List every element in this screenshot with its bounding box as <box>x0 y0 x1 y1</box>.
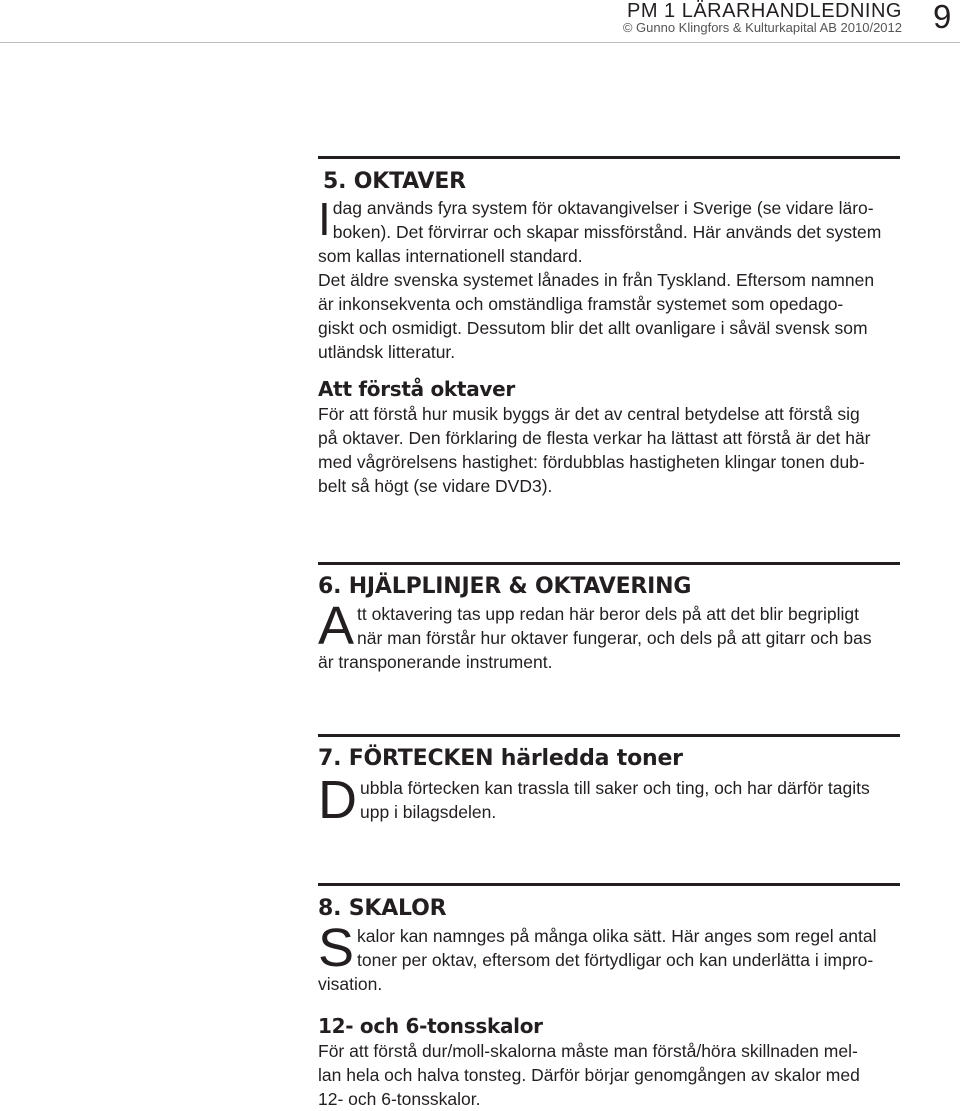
section-heading: 7. FÖRTECKEN härledda toner <box>318 746 683 771</box>
drop-cap: D <box>318 770 357 830</box>
drop-cap: A <box>318 596 355 656</box>
section-rule <box>318 562 900 565</box>
section-paragraph <box>318 402 900 498</box>
text-line: lan hela och halva tonsteg. Därför börjar genomgången av skalor med <box>318 1065 860 1085</box>
section-heading: 5. OKTAVER <box>323 169 466 194</box>
text-line: upp i bilagsdelen. <box>360 802 497 822</box>
section-rule <box>318 883 900 886</box>
text-line: som kallas internationell standard. <box>318 246 583 266</box>
text-line: ubbla förtecken kan trassla till saker och ting, och har därför tagits <box>360 778 870 798</box>
text-line: boken). Det förvirrar och skapar missförstånd. Här används det system <box>332 222 882 242</box>
drop-cap: S <box>318 918 355 978</box>
text-line: är inkonsekventa och omständliga framstår systemet som opedago- <box>318 294 844 314</box>
text-line: dag används fyra system för oktavangivelser i Sverige (se vidare läro- <box>332 198 874 218</box>
section-fortecken <box>318 734 900 830</box>
text-line: giskt och osmidigt. Dessutom blir det allt ovanligare i såväl svensk som <box>318 318 868 338</box>
sub-heading: Att förstå oktaver <box>318 377 515 401</box>
section-hjalplinjer <box>318 562 900 674</box>
header-divider <box>0 42 960 43</box>
drop-cap: I <box>318 193 331 245</box>
section-heading: 6. HJÄLPLINJER & OKTAVERING <box>318 574 692 599</box>
section-paragraph <box>318 596 900 674</box>
header-title: PM 1 LÄRARHANDLEDNING <box>626 0 902 22</box>
section-paragraph <box>318 268 900 364</box>
page-number: 9 <box>933 0 952 35</box>
text-line: Det äldre svenska systemet lånades in från Tyskland. Eftersom namnen <box>318 270 875 290</box>
text-line: med vågrörelsens hastighet: fördubblas hastigheten klingar tonen dub- <box>318 452 865 472</box>
page-header <box>0 0 960 44</box>
text-line: kalor kan namnges på många olika sätt. Här anges som regel antal <box>357 926 877 946</box>
section-paragraph <box>318 1039 900 1111</box>
section-paragraph <box>318 918 900 996</box>
section-rule <box>318 734 900 737</box>
text-line: tt oktavering tas upp redan här beror dels på att det blir begripligt <box>357 604 859 624</box>
text-line: är transponerande instrument. <box>318 652 553 672</box>
text-line: toner per oktav, eftersom det förtydligar och kan underlätta i impro- <box>357 950 874 970</box>
section-oktaver <box>318 156 900 498</box>
text-line: på oktaver. Den förklaring de flesta verkar ha lättast att förstå är det här <box>318 428 871 448</box>
text-line: visation. <box>318 974 383 994</box>
section-heading: 8. SKALOR <box>318 896 447 921</box>
text-line: För att förstå hur musik byggs är det av central betydelse att förstå sig <box>318 404 860 424</box>
text-line: utländsk litteratur. <box>318 342 456 362</box>
text-line: när man förstår hur oktaver fungerar, och dels på att gitarr och bas <box>357 628 872 648</box>
text-line: belt så högt (se vidare DVD3). <box>318 476 553 496</box>
section-rule <box>318 156 900 159</box>
header-copyright: © Gunno Klingfors & Kulturkapital AB 2010/2012 <box>622 20 902 35</box>
section-paragraph <box>318 193 900 268</box>
section-paragraph <box>318 770 900 830</box>
sub-heading: 12- och 6-tonsskalor <box>318 1014 543 1038</box>
text-line: 12- och 6-tonsskalor. <box>318 1089 481 1109</box>
text-line: För att förstå dur/moll-skalorna måste man förstå/höra skillnaden mel- <box>318 1041 858 1061</box>
section-skalor <box>318 883 900 1111</box>
